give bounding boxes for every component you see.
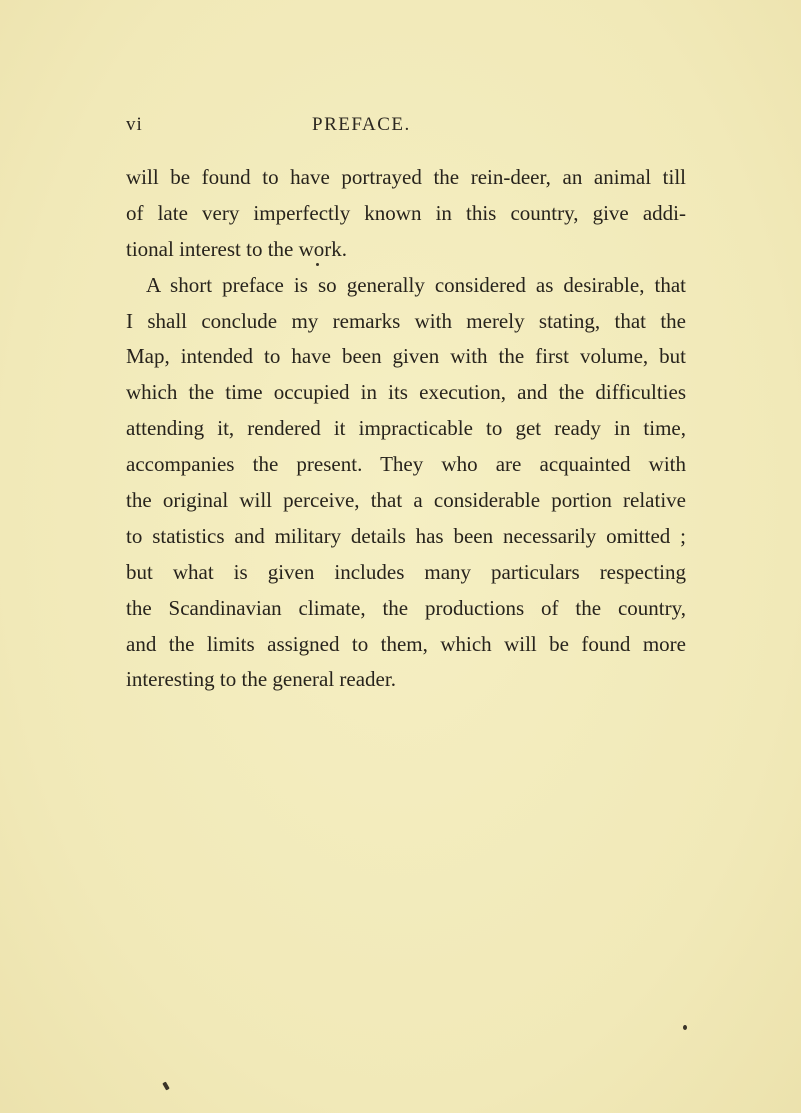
page-number: vi <box>126 114 143 135</box>
paper-speck <box>683 1025 687 1030</box>
paper-speck <box>162 1082 169 1091</box>
text-line: Map, intended to have been given with the first volume, but <box>126 344 686 369</box>
text-line: which the time occupied in its execution, and the difficulties <box>126 380 686 405</box>
text-line: of late very imperfectly known in this country, give addi- <box>126 200 686 225</box>
page-header-title: PREFACE. <box>312 114 411 135</box>
preface-text <box>126 160 686 698</box>
text-line: to statistics and military details has been necessarily omitted ; <box>126 523 686 548</box>
paper-speck <box>316 263 319 266</box>
text-line: interesting to the general reader. <box>126 667 396 692</box>
text-line: the original will perceive, that a considerable portion relative <box>126 488 686 513</box>
text-line: will be found to have portrayed the rein-deer, an animal till <box>126 165 686 189</box>
running-head <box>126 114 686 144</box>
text-line: accompanies the present. They who are acquainted with <box>126 452 686 477</box>
text-line: attending it, rendered it impracticable to get ready in time, <box>126 416 686 441</box>
text-line: A short preface is so generally considered as desirable, that <box>146 272 686 297</box>
text-line: and the limits assigned to them, which will be found more <box>126 631 686 656</box>
text-line: the Scandinavian climate, the productions of the country, <box>126 595 686 620</box>
text-line: I shall conclude my remarks with merely stating, that the <box>126 308 686 333</box>
text-line: tional interest to the work. <box>126 236 348 261</box>
text-line: but what is given includes many particulars respecting <box>126 559 686 584</box>
